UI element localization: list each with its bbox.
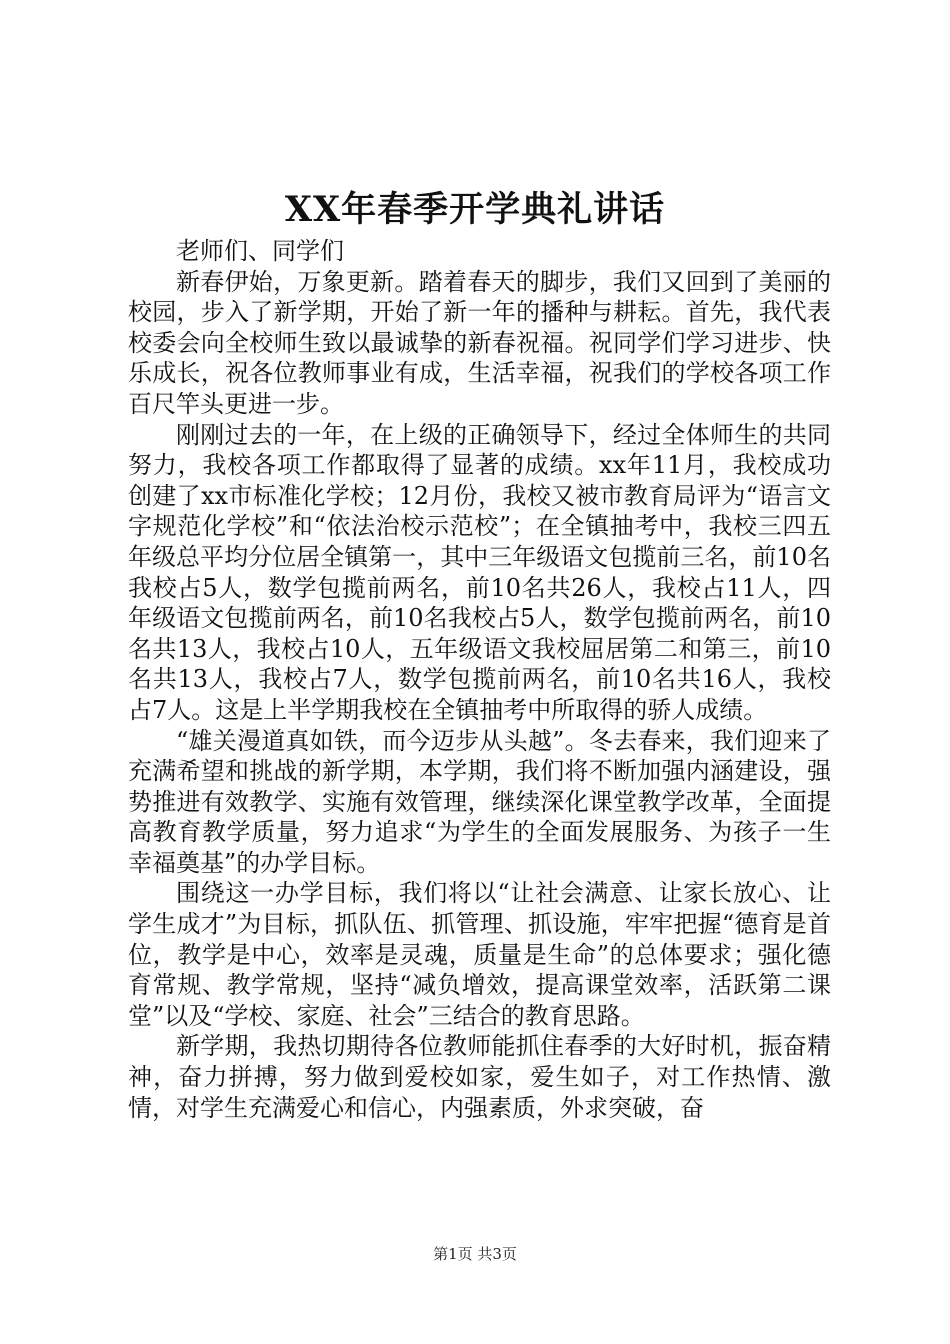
salutation: 老师们、同学们 (176, 237, 344, 265)
paragraph-5: 新学期，我热切期待各位教师能抓住春季的大好时机，振奋精神，奋力拼搏，努力做到爱校如家，爱生如子，对工作热情、激情，对学生充满爱心和信心，内强素质，外求突破，奋 (128, 1032, 831, 1122)
document-title: XX年春季开学典礼讲话 (284, 189, 666, 230)
paragraph-3: “雄关漫道真如铁，而今迈步从头越”。冬去春来，我们迎来了充满希望和挑战的新学期，本学期，我们将不断加强内涵建设，强势推进有效教学、实施有效管理，继续深化课堂教学改革，全面提高教育教学质量，努力追求“为学生的全面发展服务、为孩子一生幸福奠基”的办学目标。 (128, 726, 831, 877)
paragraph-2: 刚刚过去的一年，在上级的正确领导下，经过全体师生的共同努力，我校各项工作都取得了显著的成绩。xx年11月，我校成功创建了xx市标准化学校；12月份，我校又被市教育局评为“语言文字规范化学校”和“依法治校示范校”；在全镇抽考中，我校三四五年级总平均分位居全镇第一，其中三年级语文包揽前三名，前10名我校占5人，数学包揽前两名，前10名共26人，我校占11人，四年级语文包揽前两名，前10名我校占5人，数学包揽前两名，前10名共13人，我校占10人，五年级语文我校屈居第二和第三，前10名共13人，我校占7人，数学包揽前两名，前10名共16人，我校占7人。这是上半学期我校在全镇抽考中所取得的骄人成绩。 (128, 420, 831, 724)
page-number-footer: 第1页 共3页 (433, 1245, 517, 1263)
paragraph-1: 新春伊始，万象更新。踏着春天的脚步，我们又回到了美丽的校园，步入了新学期，开始了新一年的播种与耕耘。首先，我代表校委会向全校师生致以最诚挚的新春祝福。祝同学们学习进步、快乐成长，祝各位教师事业有成，生活幸福，祝我们的学校各项工作百尺竿头更进一步。 (128, 267, 831, 418)
document-body (128, 236, 831, 1123)
paragraph-4: 围绕这一办学目标，我们将以“让社会满意、让家长放心、让学生成才”为目标，抓队伍、抓管理、抓设施，牢牢把握“德育是首位，教学是中心，效率是灵魂，质量是生命”的总体要求；强化德育常规、教学常规，坚持“减负增效，提高课堂效率，活跃第二课堂”以及“学校、家庭、社会”三结合的教育思路。 (128, 879, 831, 1030)
